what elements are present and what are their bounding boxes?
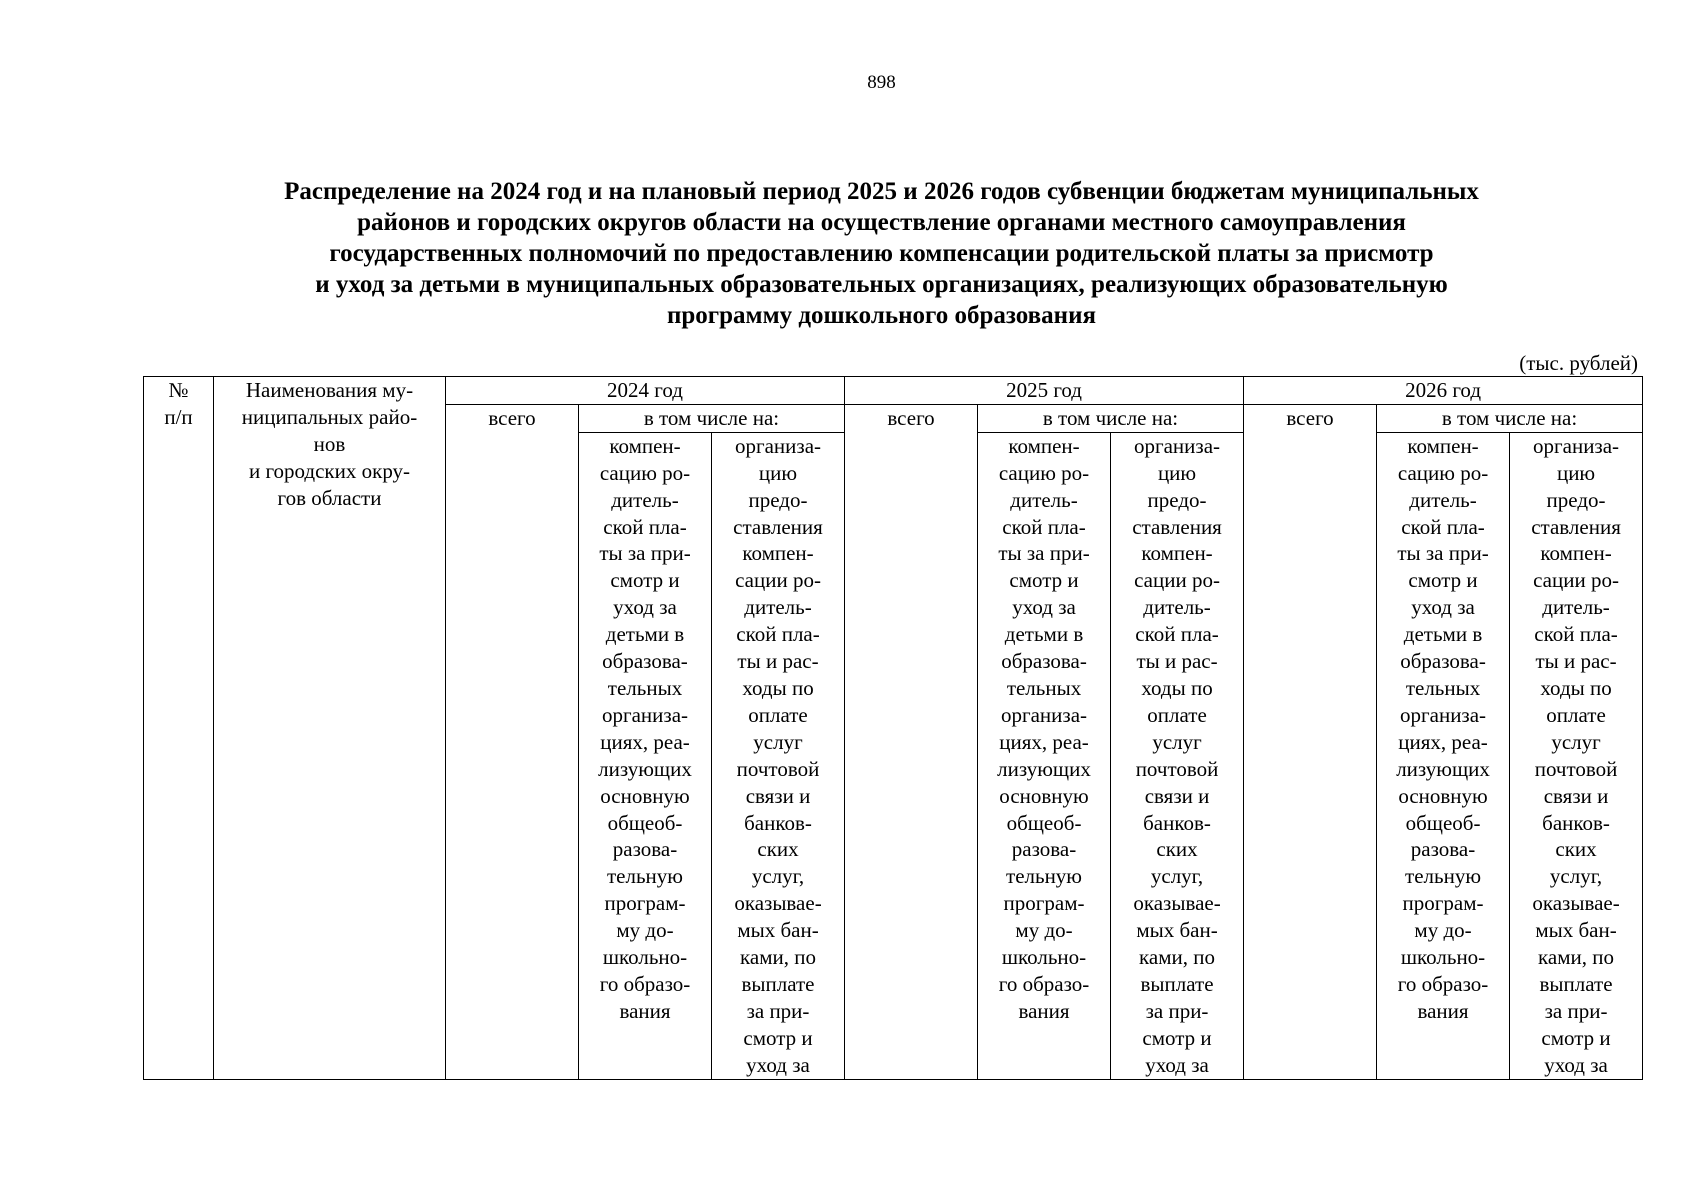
header-text-line: смотр и — [1009, 568, 1079, 593]
header-text-line: и городских окру- — [248, 458, 411, 483]
header-text-line: програм- — [1402, 891, 1484, 916]
title-line: Распределение на 2024 год и на плановый период 2025 и 2026 годов субвенции бюджетам муниципальных — [284, 178, 1479, 205]
header-text-line: цию — [758, 460, 798, 485]
header-text-line: оплате — [1546, 702, 1606, 727]
header-text-line: програм- — [1003, 891, 1085, 916]
header-text-line: детьми в — [605, 622, 685, 647]
header-text-line: банков- — [1542, 810, 1610, 835]
header-text-line: ской пла- — [1534, 622, 1618, 647]
header-including-2025: в том числе на: — [978, 404, 1244, 432]
header-text-line: ты за при- — [998, 541, 1090, 566]
header-text-line: смотр и — [1408, 568, 1478, 593]
header-text-line: почтовой — [1534, 756, 1618, 781]
header-text-line: выплате — [1140, 971, 1214, 996]
header-text-line: за при- — [746, 998, 810, 1023]
header-text-line: за при- — [1544, 998, 1608, 1023]
header-text-line: ты и рас- — [1136, 649, 1218, 674]
title-line: программу дошкольного образования — [666, 302, 1097, 329]
header-text-line: смотр и — [743, 1025, 813, 1050]
header-text-line: основную — [999, 783, 1089, 808]
header-total-2026: всего — [1244, 404, 1377, 1079]
header-text-line: ты и рас- — [737, 649, 819, 674]
header-text-line: мых бан- — [737, 918, 819, 943]
header-municipality-name — [214, 377, 446, 1080]
header-text-line: ходы по — [1540, 675, 1612, 700]
units-label: (тыс. рублей) — [1519, 351, 1638, 375]
header-text-line: ты за при- — [599, 541, 691, 566]
header-text-line: школьно- — [1400, 945, 1486, 970]
header-text-line: ниципальных райо- — [241, 404, 418, 429]
header-text-line: ставления — [1531, 514, 1621, 539]
header-text-line: услуг, — [751, 864, 805, 889]
header-text-line: цию — [1157, 460, 1197, 485]
header-text-line: Наименования му- — [245, 378, 414, 402]
header-text-line: предо- — [748, 487, 808, 512]
header-text-line: сации ро- — [1533, 568, 1619, 593]
header-text-line: услуг — [1551, 729, 1601, 754]
header-text-line: ских — [1555, 837, 1597, 862]
header-text-line: смотр и — [1142, 1025, 1212, 1050]
header-text-line: ками, по — [740, 945, 816, 970]
header-text-line: вания — [1417, 998, 1469, 1023]
header-text-line: ской пла- — [1401, 514, 1485, 539]
header-text-line: тельную — [607, 864, 683, 889]
header-text-line: организа- — [1400, 702, 1487, 727]
header-text-line: сацию ро- — [1397, 460, 1489, 485]
header-number — [144, 377, 214, 1080]
header-text-line: образова- — [602, 649, 688, 674]
header-text-line: организа- — [1134, 433, 1221, 458]
header-year-2025: 2025 год — [845, 377, 1244, 405]
header-year-2024: 2024 год — [446, 377, 845, 405]
title-line: и уход за детьми в муниципальных образовательных организациях, реализующих образовательную — [315, 271, 1448, 298]
header-text-line: общеоб- — [607, 810, 683, 835]
header-text-line: дитель- — [1143, 595, 1211, 620]
header-text-line: банков- — [744, 810, 812, 835]
header-text-line: лизующих — [598, 756, 692, 781]
header-text-line: сации ро- — [735, 568, 821, 593]
header-text-line: компен- — [1540, 541, 1612, 566]
header-organization-2026 — [1510, 432, 1643, 1079]
header-text-line: образова- — [1001, 649, 1087, 674]
header-text-line: цию — [1556, 460, 1596, 485]
header-text-line: смотр и — [1541, 1025, 1611, 1050]
header-text-line: уход за — [1411, 595, 1475, 620]
header-text-line: циях, реа- — [600, 729, 690, 754]
header-organization-2025 — [1111, 432, 1244, 1079]
header-text-line: го образо- — [1397, 971, 1489, 996]
header-text-line: детьми в — [1004, 622, 1084, 647]
header-text-line: ских — [757, 837, 799, 862]
header-text-line: предо- — [1147, 487, 1207, 512]
header-text-line: выплате — [1539, 971, 1613, 996]
header-text-line: дитель- — [1409, 487, 1477, 512]
header-text-line: тельную — [1405, 864, 1482, 889]
header-text-line: детьми в — [1403, 622, 1483, 647]
header-text-line: програм- — [604, 891, 686, 916]
header-text-line: циях, реа- — [1398, 729, 1488, 754]
header-text-line: уход за — [1145, 1052, 1209, 1077]
header-including-2024: в том числе на: — [579, 404, 845, 432]
header-text-line: тельную — [1006, 864, 1082, 889]
header-text-line: почтовой — [736, 756, 820, 781]
header-text-line: му до- — [1015, 918, 1073, 943]
header-text-line: услуг, — [1549, 864, 1603, 889]
header-text-line: тельных — [1006, 675, 1082, 700]
header-text-line: сацию ро- — [599, 460, 691, 485]
header-text-line: оплате — [1147, 702, 1207, 727]
header-text-line: общеоб- — [1006, 810, 1082, 835]
header-text-line: организа- — [1533, 433, 1620, 458]
header-text-line: го образо- — [998, 971, 1090, 996]
header-text-line: ских — [1156, 837, 1198, 862]
header-text-line: основную — [600, 783, 690, 808]
header-text-line: вания — [619, 998, 671, 1023]
header-text-line: ходы по — [742, 675, 814, 700]
header-text-line: компен- — [742, 541, 814, 566]
header-text-line: уход за — [1544, 1052, 1608, 1077]
header-text-line: ты за при- — [1397, 541, 1489, 566]
header-text-line: школьно- — [602, 945, 688, 970]
header-text-line: школьно- — [1001, 945, 1087, 970]
header-text-line: ходы по — [1141, 675, 1213, 700]
header-text-line: циях, реа- — [999, 729, 1089, 754]
header-text-line: ками, по — [1139, 945, 1216, 970]
header-text-line: тельных — [1405, 675, 1481, 700]
header-including-2026: в том числе на: — [1377, 404, 1643, 432]
header-text-line: образова- — [1400, 649, 1486, 674]
header-text-line: уход за — [613, 595, 677, 620]
header-text-line: дитель- — [1010, 487, 1078, 512]
header-text-line: организа- — [1001, 702, 1088, 727]
header-compensation-2025 — [978, 432, 1111, 1079]
header-text-line: связи и — [1144, 783, 1210, 808]
header-text-line: разова- — [612, 837, 678, 862]
header-text-line: почтовой — [1135, 756, 1219, 781]
header-text-line: основную — [1398, 783, 1488, 808]
header-compensation-2024 — [579, 432, 712, 1079]
header-text-line: лизующих — [1396, 756, 1490, 781]
header-text-line: компен- — [1141, 541, 1213, 566]
header-text-line: оказывае- — [1532, 891, 1620, 916]
header-text-line: ты и рас- — [1535, 649, 1617, 674]
header-total-2024: всего — [446, 404, 579, 1079]
header-text-line: дитель- — [1542, 595, 1610, 620]
header-text-line: услуг, — [1150, 864, 1204, 889]
header-text-line: п/п — [164, 404, 193, 429]
header-text-line: уход за — [746, 1052, 810, 1077]
header-row-years — [144, 377, 1643, 405]
header-year-2026: 2026 год — [1244, 377, 1643, 405]
header-text-line: оказывае- — [734, 891, 822, 916]
header-text-line: ской пла- — [1002, 514, 1086, 539]
header-text-line: уход за — [1012, 595, 1076, 620]
header-text-line: ставления — [1132, 514, 1222, 539]
header-text-line: ской пла- — [736, 622, 820, 647]
header-text-line: дитель- — [744, 595, 812, 620]
header-compensation-2026 — [1377, 432, 1510, 1079]
header-text-line: му до- — [616, 918, 674, 943]
header-total-2025: всего — [845, 404, 978, 1079]
header-text-line: организа- — [601, 702, 689, 727]
header-text-line: компен- — [609, 433, 681, 458]
header-text-line: связи и — [745, 783, 811, 808]
header-text-line: предо- — [1546, 487, 1606, 512]
header-text-line: вания — [1018, 998, 1070, 1023]
header-text-line: за при- — [1145, 998, 1209, 1023]
header-text-line: му до- — [1414, 918, 1472, 943]
header-text-line: общеоб- — [1405, 810, 1481, 835]
header-text-line: выплате — [741, 971, 815, 996]
header-text-line: услуг — [1152, 729, 1202, 754]
header-text-line: мых бан- — [1535, 918, 1617, 943]
header-text-line: сации ро- — [1134, 568, 1220, 593]
header-text-line: нов — [313, 431, 346, 456]
header-text-line: тельных — [607, 675, 683, 700]
header-text-line: компен- — [1407, 433, 1479, 458]
header-text-line: организа- — [734, 433, 822, 458]
header-text-line: банков- — [1143, 810, 1211, 835]
header-text-line: оплате — [748, 702, 808, 727]
header-text-line: сацию ро- — [998, 460, 1090, 485]
header-text-line: услуг — [753, 729, 803, 754]
header-text-line: разова- — [1011, 837, 1077, 862]
header-text-line: смотр и — [610, 568, 680, 593]
header-text-line: № — [168, 378, 189, 402]
header-text-line: разова- — [1410, 837, 1476, 862]
header-text-line: компен- — [1008, 433, 1080, 458]
title-line: районов и городских округов области на осуществление органами местного самоуправления — [357, 209, 1406, 236]
header-text-line: го образо- — [599, 971, 691, 996]
header-text-line: ской пла- — [603, 514, 687, 539]
header-text-line: ставления — [733, 514, 823, 539]
header-text-line: мых бан- — [1136, 918, 1218, 943]
title-line: государственных полномочий по предоставлению компенсации родительской платы за присмотр — [329, 240, 1434, 267]
header-text-line: лизующих — [997, 756, 1091, 781]
header-text-line: оказывае- — [1133, 891, 1221, 916]
distribution-table — [143, 376, 1643, 1080]
header-text-line: ской пла- — [1135, 622, 1219, 647]
document-title — [150, 176, 1613, 331]
page-number: 898 — [867, 72, 896, 93]
header-text-line: связи и — [1543, 783, 1609, 808]
header-text-line: гов области — [277, 485, 382, 510]
header-text-line: дитель- — [611, 487, 679, 512]
header-text-line: ками, по — [1538, 945, 1615, 970]
header-organization-2024 — [712, 432, 845, 1079]
